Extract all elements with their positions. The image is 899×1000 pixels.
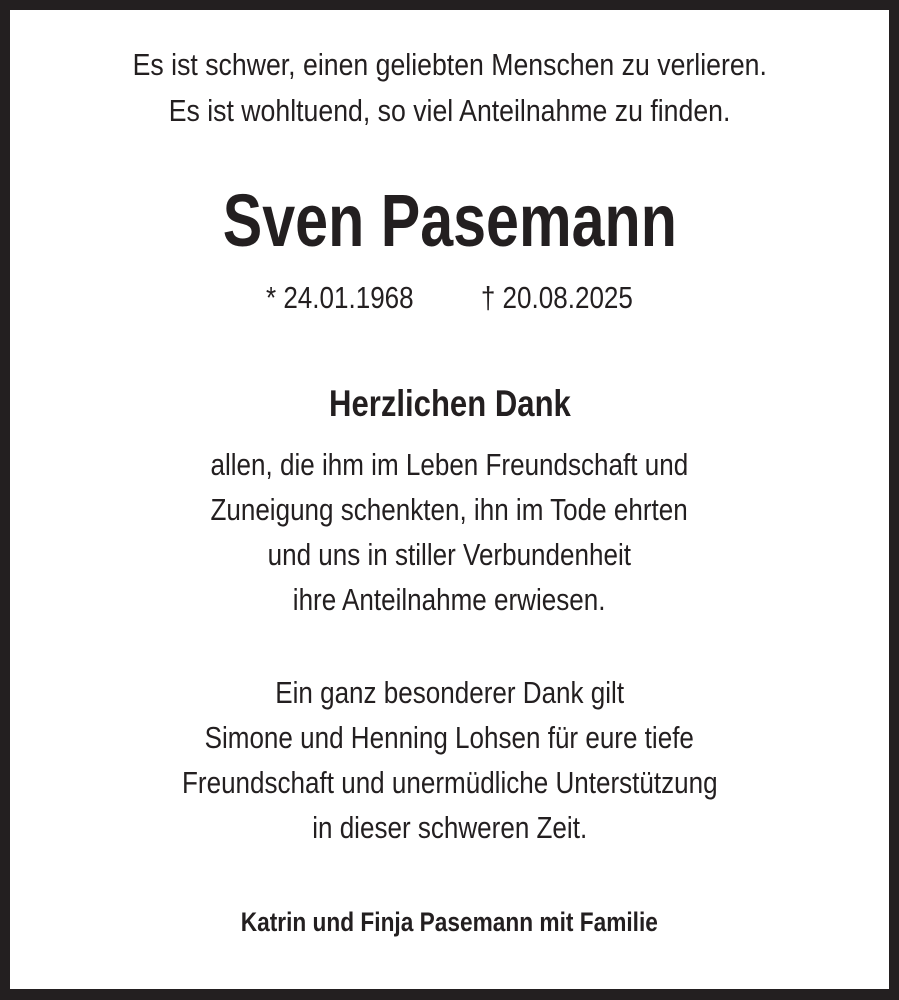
thanks-heading: Herzlichen Dank xyxy=(328,383,571,424)
thanks-line-3: und uns in stiller Verbundenheit xyxy=(267,537,632,572)
special-thanks-line-1: Ein ganz besonderer Dank gilt xyxy=(275,675,624,710)
special-thanks-line-3: Freundschaft und unermüdliche Unterstützung xyxy=(181,765,718,800)
thanks-line-1: allen, die ihm im Leben Freundschaft und xyxy=(210,447,689,482)
birth-date: * 24.01.1968 xyxy=(266,280,414,315)
life-dates xyxy=(10,280,889,316)
obituary-notice xyxy=(10,10,889,989)
signature: Katrin und Finja Pasemann mit Familie xyxy=(240,907,659,937)
intro-line-1: Es ist schwer, einen geliebten Menschen zu verlieren. xyxy=(132,47,767,82)
thanks-line-2: Zuneigung schenkten, ihn im Tode ehrten xyxy=(210,492,689,527)
special-thanks-line-2: Simone und Henning Lohsen für eure tiefe xyxy=(204,720,695,755)
deceased-name: Sven Pasemann xyxy=(222,179,677,262)
thanks-line-4: ihre Anteilnahme erwiesen. xyxy=(293,582,606,617)
intro-line-2: Es ist wohltuend, so viel Anteilnahme zu finden. xyxy=(168,93,731,128)
death-date: † 20.08.2025 xyxy=(480,280,633,315)
special-thanks-line-4: in dieser schweren Zeit. xyxy=(312,810,587,845)
